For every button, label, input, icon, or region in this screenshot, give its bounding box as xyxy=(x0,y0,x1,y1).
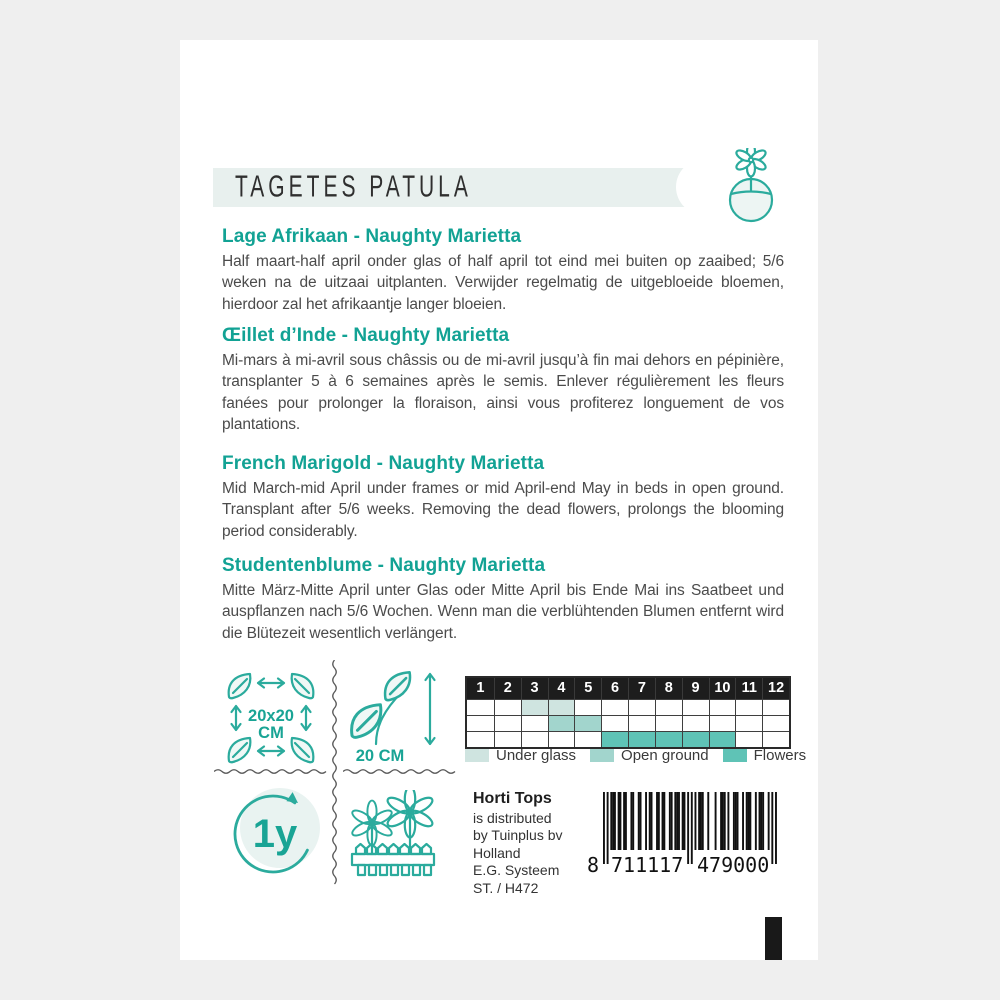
calendar-month-12: 12 xyxy=(762,678,789,699)
plant-spacing-icon xyxy=(224,670,318,764)
calendar-row-open-ground xyxy=(467,715,789,731)
calendar-month-4: 4 xyxy=(548,678,575,699)
calendar-cell-under-glass-2 xyxy=(494,699,521,715)
distributor-name: Horti Tops xyxy=(473,790,552,807)
section-english xyxy=(222,453,784,542)
calendar-cell-flowers-4 xyxy=(548,731,575,747)
legend-swatch-under-glass xyxy=(465,749,489,762)
calendar-cell-under-glass-7 xyxy=(628,699,655,715)
calendar-legend xyxy=(465,747,820,764)
calendar-cell-open-ground-1 xyxy=(467,715,494,731)
calendar-cell-under-glass-5 xyxy=(574,699,601,715)
calendar-cell-flowers-1 xyxy=(467,731,494,747)
legend-swatch-open-ground xyxy=(590,749,614,762)
horizontal-wavy-divider-left xyxy=(214,767,330,776)
calendar-header-row xyxy=(467,678,789,699)
calendar-month-2: 2 xyxy=(494,678,521,699)
heading-french: Œillet d’Inde - Naughty Marietta xyxy=(222,325,510,346)
calendar-row-flowers xyxy=(467,731,789,747)
calendar-cell-open-ground-7 xyxy=(628,715,655,731)
calendar-cell-under-glass-12 xyxy=(762,699,789,715)
body-german: Mitte März-Mitte April unter Glas oder Mitte April bis Ende Mai ins Saatbeet und auspflanzen nach 5/6 Wochen. Wenn man die verblühtenden Blumen entfernt wird die Blütezeit wesentlich verlängert. xyxy=(222,582,784,642)
spacing-value-line1: 20x20 xyxy=(248,707,294,725)
calendar-cell-open-ground-11 xyxy=(735,715,762,731)
calendar-cell-flowers-10 xyxy=(709,731,736,747)
distributor-line: is distributed xyxy=(473,809,552,826)
calendar-row-under-glass xyxy=(467,699,789,715)
barcode-svg xyxy=(585,792,777,880)
calendar-month-7: 7 xyxy=(628,678,655,699)
calendar-cell-under-glass-1 xyxy=(467,699,494,715)
seed-packet-back xyxy=(180,40,818,960)
legend-label-under-glass: Under glass xyxy=(496,747,577,764)
legend-label-flowers: Flowers xyxy=(753,747,807,764)
height-value: 20 CM xyxy=(355,747,405,765)
body-french: Mi-mars à mi-avril sous châssis ou de mi-avril jusqu’à fin mai dehors en pépinière, transplanter 5 à 6 semaines après le semis. Enlever régulièrement les fleurs fanées pour prolonger la floraison, ainsi vous profiterez longuement de vos plantations. xyxy=(222,352,784,434)
lifecycle-value: 1y xyxy=(252,812,298,856)
calendar-month-1: 1 xyxy=(476,680,485,696)
calendar-cell-open-ground-12 xyxy=(762,715,789,731)
heading-english: French Marigold - Naughty Marietta xyxy=(222,453,545,474)
calendar-cell-open-ground-5 xyxy=(574,715,601,731)
section-dutch xyxy=(222,226,784,315)
distributor-line: E.G. Systeem xyxy=(473,862,560,878)
calendar-cell-flowers-7 xyxy=(628,731,655,747)
calendar-cell-open-ground-8 xyxy=(655,715,682,731)
calendar-cell-open-ground-6 xyxy=(601,715,628,731)
print-registration-mark xyxy=(765,917,782,960)
calendar-cell-under-glass-3 xyxy=(521,699,548,715)
calendar-body xyxy=(467,699,789,747)
section-german xyxy=(222,555,784,644)
calendar-cell-open-ground-4 xyxy=(548,715,575,731)
calendar-cell-under-glass-9 xyxy=(682,699,709,715)
annual-lifecycle-icon xyxy=(228,786,322,880)
calendar-cell-under-glass-6 xyxy=(601,699,628,715)
calendar-month-9: 9 xyxy=(682,678,709,699)
calendar-cell-under-glass-4 xyxy=(548,699,575,715)
calendar-month-3: 3 xyxy=(521,678,548,699)
calendar-cell-under-glass-10 xyxy=(709,699,736,715)
distributor-block xyxy=(473,790,563,897)
horizontal-wavy-divider-right xyxy=(343,767,459,776)
distributor-line: Holland xyxy=(473,844,521,861)
distributor-line: ST. / H472 xyxy=(473,879,539,896)
section-french xyxy=(222,325,784,436)
calendar-month-5: 5 xyxy=(574,678,601,699)
barcode-digit-group2: 479000 xyxy=(697,853,770,877)
barcode-digit-group1: 711117 xyxy=(611,853,684,877)
calendar-month-8: 8 xyxy=(655,678,682,699)
calendar-cell-under-glass-8 xyxy=(655,699,682,715)
spacing-value-line2: CM xyxy=(258,724,284,742)
calendar-cell-open-ground-10 xyxy=(709,715,736,731)
heading-dutch: Lage Afrikaan - Naughty Marietta xyxy=(222,226,522,247)
calendar-cell-flowers-8 xyxy=(655,731,682,747)
calendar-cell-under-glass-11 xyxy=(735,699,762,715)
plant-height-icon xyxy=(346,666,442,766)
calendar-cell-open-ground-2 xyxy=(494,715,521,731)
calendar-cell-flowers-3 xyxy=(521,731,548,747)
calendar-cell-open-ground-9 xyxy=(682,715,709,731)
body-dutch: Half maart-half april onder glas of half april tot eind mei buiten op zaaibed; 5/6 weken na de uitzaai uitplanten. Verwijder regelmatig de uitgebloeide bloemen, hierdoor zal het afrikaantje langer bloeien. xyxy=(222,253,784,313)
calendar-month-6: 6 xyxy=(601,678,628,699)
calendar-cell-flowers-11 xyxy=(735,731,762,747)
sowing-calendar xyxy=(465,676,791,749)
calendar-cell-flowers-5 xyxy=(574,731,601,747)
calendar-month-11: 11 xyxy=(735,678,762,699)
species-title: TAGETES PATULA xyxy=(235,170,472,204)
distributor-line: by Tuinplus bv xyxy=(473,827,563,843)
calendar-cell-flowers-12 xyxy=(762,731,789,747)
flowers-planter-icon xyxy=(346,790,440,884)
barcode-digit-first: 8 xyxy=(587,853,600,877)
vertical-wavy-divider xyxy=(330,660,339,898)
flower-pot-icon xyxy=(723,148,779,224)
calendar-cell-flowers-2 xyxy=(494,731,521,747)
calendar-cell-flowers-9 xyxy=(682,731,709,747)
heading-german: Studentenblume - Naughty Marietta xyxy=(222,555,546,576)
calendar-cell-open-ground-3 xyxy=(521,715,548,731)
legend-label-open-ground: Open ground xyxy=(621,747,709,764)
calendar-month-10: 10 xyxy=(709,678,736,699)
calendar-cell-flowers-6 xyxy=(601,731,628,747)
body-english: Mid March-mid April under frames or mid April-end May in beds in open ground. Transplant after 5/6 weeks. Removing the dead flowers, prolongs the blooming period considerably. xyxy=(222,480,784,540)
legend-swatch-flowers xyxy=(723,749,747,762)
